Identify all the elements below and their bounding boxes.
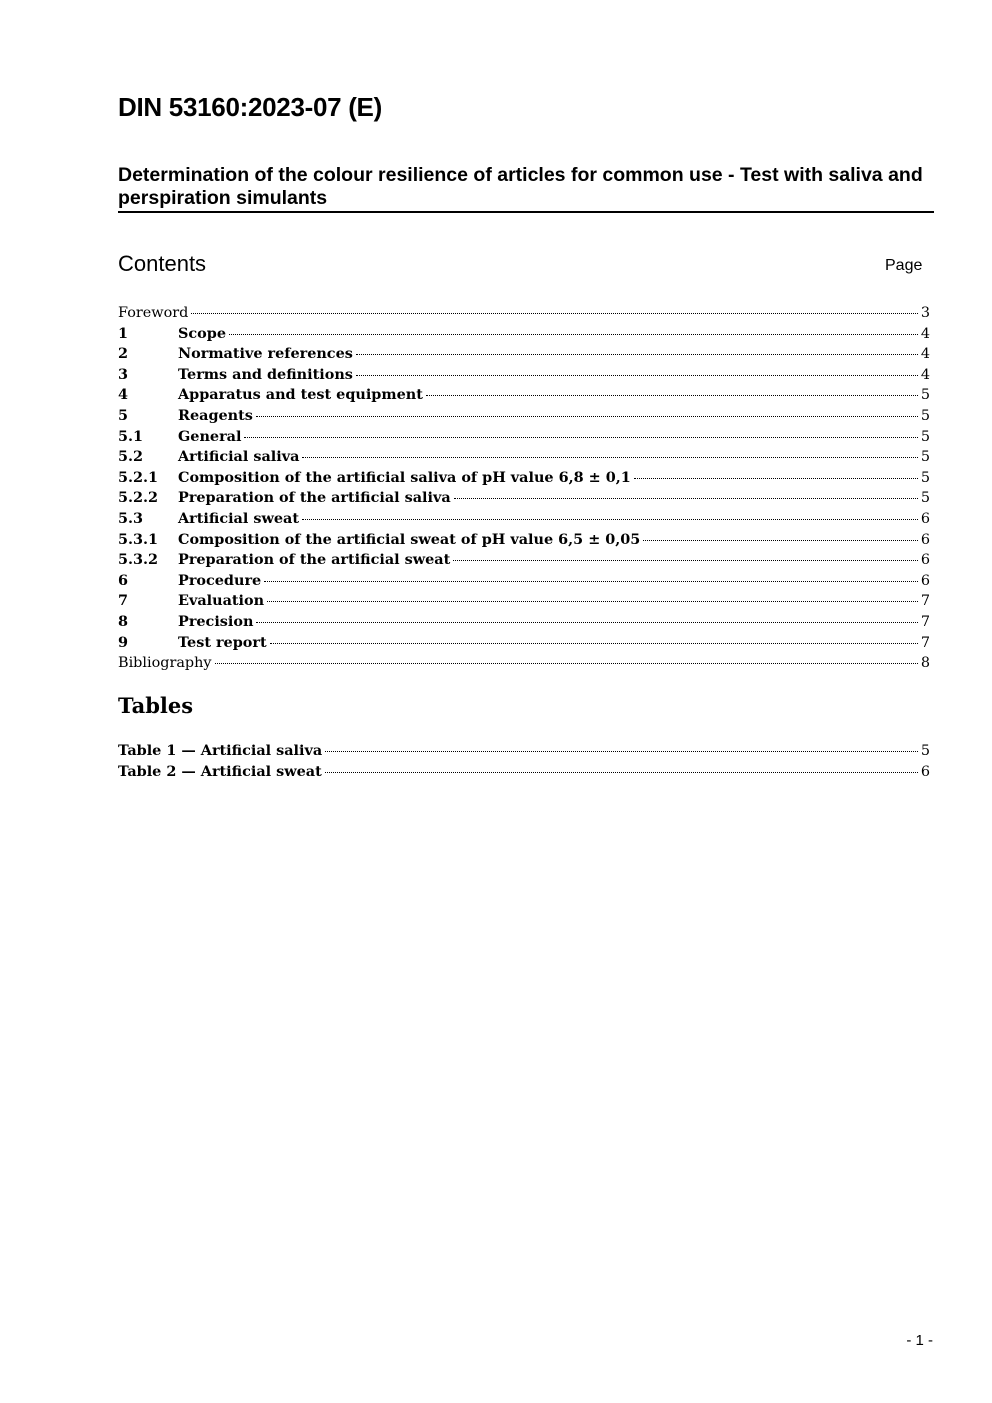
dot-leader (302, 457, 917, 458)
dot-leader (325, 751, 918, 752)
toc-entry[interactable] (118, 468, 930, 489)
table-of-contents (118, 303, 930, 674)
toc-entry-page: 5 (920, 469, 930, 486)
toc-entry-page: 4 (920, 366, 930, 383)
dot-leader (426, 395, 918, 396)
toc-entry-page: 4 (920, 346, 930, 363)
toc-entry-number: 5.1 (118, 427, 144, 445)
dot-leader (215, 663, 918, 664)
toc-entry[interactable] (118, 406, 930, 427)
toc-entry[interactable] (118, 591, 930, 612)
toc-entry-number: 9 (118, 633, 129, 651)
toc-entry[interactable] (118, 550, 930, 571)
toc-entry-label: Test report (178, 633, 267, 651)
toc-entry-page: 5 (920, 743, 930, 759)
dot-leader (356, 375, 918, 376)
toc-entry-label: General (178, 427, 242, 445)
toc-entry-number: 5.3.1 (118, 530, 159, 548)
toc-entry-label: Apparatus and test equipment (178, 386, 423, 404)
toc-entry-number: 6 (118, 571, 129, 589)
toc-entry-label: Precision (178, 612, 254, 630)
dot-leader (264, 581, 918, 582)
toc-entry-page: 6 (920, 552, 930, 569)
toc-entry-label: Evaluation (178, 592, 265, 610)
document-title: Determination of the colour resilience of articles for common use - Test with saliva and perspiration simulants (118, 164, 934, 213)
toc-entry-label: Foreword (118, 305, 189, 321)
toc-entry-number: 5.2.2 (118, 489, 159, 507)
toc-entry-page: 6 (920, 510, 930, 527)
toc-entry-label: Composition of the artificial sweat of pH value 6,5 ± 0,05 (178, 530, 641, 548)
toc-entry[interactable] (118, 741, 930, 762)
toc-entry-page: 3 (920, 305, 930, 321)
toc-entry-label: Reagents (178, 406, 253, 424)
toc-entry[interactable] (118, 488, 930, 509)
page-column-label: Page (885, 257, 923, 274)
toc-entry-number: 3 (118, 365, 129, 383)
toc-entry-page: 6 (920, 763, 930, 780)
toc-entry[interactable] (118, 633, 930, 654)
dot-leader (356, 354, 918, 355)
toc-entry[interactable] (118, 509, 930, 530)
dot-leader (191, 313, 918, 314)
contents-heading: Contents (118, 251, 207, 276)
toc-entry[interactable] (118, 612, 930, 633)
toc-entry-label: Procedure (178, 571, 262, 589)
toc-entry[interactable] (118, 303, 930, 324)
toc-entry-label: Preparation of the artificial saliva (178, 489, 451, 507)
page-number: - 1 - (906, 1332, 933, 1349)
dot-leader (634, 478, 918, 479)
toc-entry-label: Bibliography (118, 655, 212, 672)
toc-entry-page: 5 (920, 449, 930, 466)
toc-entry-page: 5 (920, 387, 930, 404)
toc-entry-label: Table 1 — Artificial saliva (118, 742, 323, 759)
toc-entry-page: 6 (920, 572, 930, 589)
toc-entry-number: 5.3.2 (118, 551, 159, 569)
dot-leader (643, 540, 918, 541)
list-of-tables (118, 741, 930, 782)
toc-entry[interactable] (118, 762, 930, 783)
toc-entry-label: Preparation of the artificial sweat (178, 551, 451, 569)
toc-entry[interactable] (118, 365, 930, 386)
toc-entry-number: 7 (118, 592, 129, 610)
toc-entry-page: 4 (920, 325, 930, 342)
toc-entry-number: 5 (118, 406, 129, 424)
toc-entry-label: Artificial saliva (178, 448, 300, 466)
toc-entry-number: 5.3 (118, 509, 144, 527)
toc-entry-page: 5 (920, 407, 930, 424)
toc-entry-page: 7 (920, 634, 930, 651)
toc-entry-label: Composition of the artificial saliva of pH value 6,8 ± 0,1 (178, 468, 631, 486)
toc-entry-label: Normative references (178, 345, 353, 363)
toc-entry-label: Scope (178, 324, 226, 342)
document-id: DIN 53160:2023-07 (E) (118, 92, 382, 122)
dot-leader (270, 643, 918, 644)
dot-leader (302, 519, 918, 520)
toc-entry-number: 1 (118, 324, 129, 342)
toc-entry-label: Artificial sweat (178, 509, 299, 527)
dot-leader (256, 622, 917, 623)
toc-entry-label: Terms and definitions (178, 365, 353, 383)
toc-entry-page: 5 (920, 428, 930, 445)
dot-leader (267, 601, 918, 602)
toc-entry[interactable] (118, 427, 930, 448)
toc-entry[interactable] (118, 344, 930, 365)
dot-leader (325, 772, 918, 773)
dot-leader (453, 560, 918, 561)
toc-entry[interactable] (118, 571, 930, 592)
toc-entry-page: 6 (920, 531, 930, 548)
toc-entry-label: Table 2 — Artificial sweat (118, 762, 322, 780)
toc-entry-page: 8 (920, 655, 930, 672)
toc-entry-number: 4 (118, 386, 129, 404)
dot-leader (244, 437, 917, 438)
dot-leader (229, 334, 918, 335)
toc-entry-number: 5.2.1 (118, 468, 159, 486)
toc-entry[interactable] (118, 653, 930, 674)
toc-entry-number: 5.2 (118, 448, 144, 466)
toc-entry[interactable] (118, 385, 930, 406)
toc-entry[interactable] (118, 530, 930, 551)
toc-entry-page: 5 (920, 490, 930, 507)
toc-entry[interactable] (118, 447, 930, 468)
toc-entry[interactable] (118, 324, 930, 345)
toc-entry-number: 2 (118, 345, 129, 363)
tables-heading: Tables (118, 693, 194, 718)
toc-entry-page: 7 (920, 593, 930, 610)
toc-entry-page: 7 (920, 613, 930, 630)
toc-entry-number: 8 (118, 612, 129, 630)
dot-leader (256, 416, 918, 417)
dot-leader (454, 498, 918, 499)
